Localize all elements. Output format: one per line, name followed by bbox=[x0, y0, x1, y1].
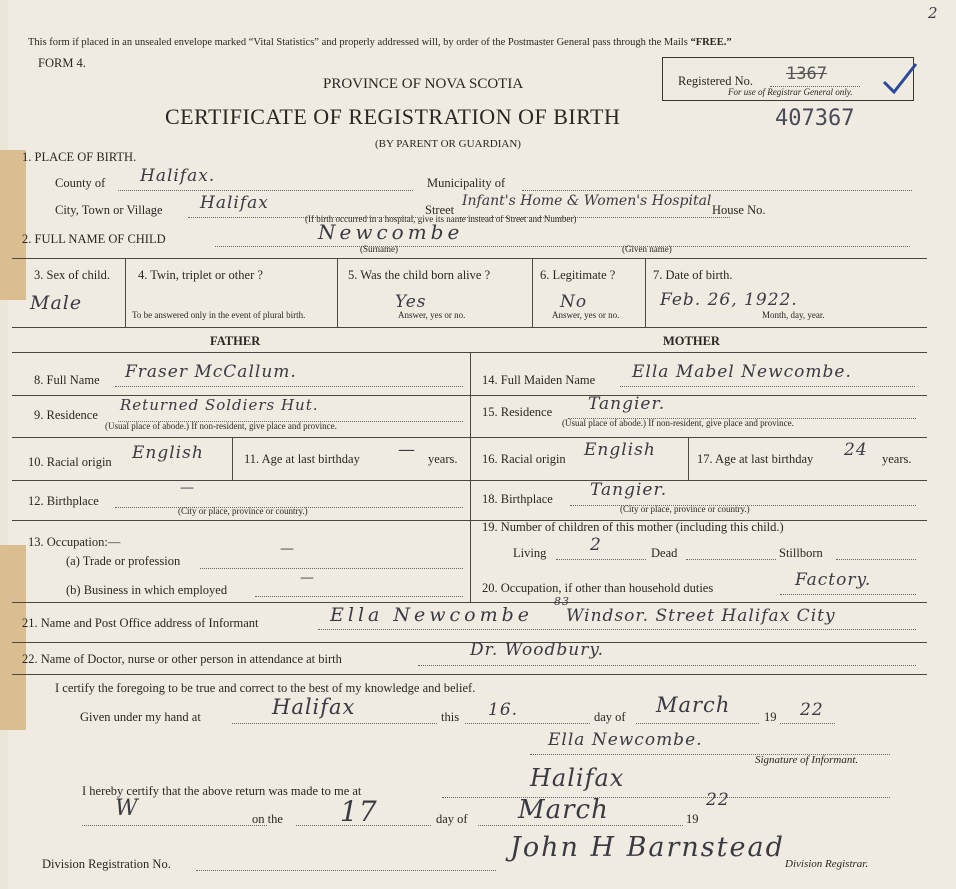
registered-value: 1367 bbox=[786, 64, 827, 84]
mother-heading: MOTHER bbox=[663, 334, 720, 348]
county-label: County of bbox=[55, 176, 106, 190]
mother-age-label: 17. Age at last birthday bbox=[697, 452, 814, 466]
alive-note: Answer, yes or no. bbox=[398, 310, 466, 320]
mother-name-label: 14. Full Maiden Name bbox=[482, 373, 596, 387]
form-number: FORM 4. bbox=[38, 56, 86, 70]
given-label: Given under my hand at bbox=[80, 710, 201, 724]
day-of-label: day of bbox=[594, 710, 626, 724]
father-heading: FATHER bbox=[210, 334, 261, 348]
city-label: City, Town or Village bbox=[55, 203, 163, 217]
division-registrar-caption: Division Registrar. bbox=[785, 858, 869, 870]
mother-age-value: 24 bbox=[844, 440, 868, 460]
registered-note: For use of Registrar General only. bbox=[728, 87, 853, 97]
registrar-signature: John H Barnstead bbox=[510, 832, 785, 863]
on-the-label: on the bbox=[252, 812, 283, 826]
legitimate-label: 6. Legitimate ? bbox=[540, 268, 616, 282]
mother-residence-value: Tangier. bbox=[588, 394, 666, 414]
tape-strip-bottom bbox=[0, 545, 26, 730]
certificate-number: 407367 bbox=[775, 106, 855, 131]
signature-caption: Signature of Informant. bbox=[755, 754, 859, 766]
child-surname-value: Newcombe bbox=[318, 220, 464, 244]
sex-label: 3. Sex of child. bbox=[34, 268, 111, 282]
father-residence-value: Returned Soldiers Hut. bbox=[120, 396, 319, 414]
informant-address-number: 83 bbox=[554, 595, 570, 608]
father-birthplace-value: — bbox=[180, 480, 195, 496]
father-occupation-label: 13. Occupation:— bbox=[28, 535, 121, 549]
father-trade-value: — bbox=[280, 541, 295, 557]
registrar-year-prefix: 19 bbox=[686, 812, 699, 826]
father-trade-label: (a) Trade or profession bbox=[66, 554, 181, 568]
informant-signature: Ella Newcombe. bbox=[548, 730, 703, 750]
registrar-initial-value: W bbox=[115, 796, 139, 821]
registrar-day-value: 17 bbox=[340, 795, 378, 828]
place-section-label: 1. PLACE OF BIRTH. bbox=[22, 150, 137, 164]
mother-birthplace-value: Tangier. bbox=[590, 480, 668, 500]
informant-address-value: Windsor. Street Halifax City bbox=[566, 606, 836, 626]
certificate-title: CERTIFICATE OF REGISTRATION OF BIRTH bbox=[165, 104, 621, 129]
stillborn-label: Stillborn bbox=[779, 546, 823, 560]
mother-name-value: Ella Mabel Newcombe. bbox=[632, 362, 852, 382]
mother-occupation-label: 20. Occupation, if other than household duties bbox=[482, 581, 714, 595]
given-place-value: Halifax bbox=[272, 695, 356, 719]
father-origin-value: English bbox=[132, 443, 204, 463]
mother-years: years. bbox=[882, 452, 912, 466]
mother-birthplace-label: 18. Birthplace bbox=[482, 492, 553, 506]
father-birthplace-note: (City or place, province or country.) bbox=[178, 506, 308, 516]
doctor-label: 22. Name of Doctor, nurse or other person in attendance at birth bbox=[22, 652, 342, 666]
hospital-note: (If birth occurred in a hospital, give its name instead of Street and Number) bbox=[305, 214, 577, 224]
city-value: Halifax bbox=[200, 193, 269, 213]
father-residence-label: 9. Residence bbox=[34, 408, 98, 422]
father-origin-label: 10. Racial origin bbox=[28, 455, 112, 469]
alive-label: 5. Was the child born alive ? bbox=[348, 268, 491, 282]
father-residence-note: (Usual place of abode.) If non-resident, give place and province. bbox=[105, 421, 337, 431]
father-business-value: — bbox=[300, 570, 315, 586]
street-label: Street bbox=[425, 203, 455, 217]
father-name-value: Fraser McCallum. bbox=[125, 362, 297, 382]
dob-value: Feb. 26, 1922. bbox=[660, 290, 798, 310]
county-value: Halifax. bbox=[140, 166, 216, 186]
certify-statement: I certify the foregoing to be true and correct to the best of my knowledge and belief. bbox=[55, 681, 476, 695]
dob-label: 7. Date of birth. bbox=[653, 268, 733, 282]
certificate-subtitle: (BY PARENT OR GUARDIAN) bbox=[375, 138, 521, 150]
registrar-place-value: Halifax bbox=[530, 764, 625, 792]
father-age-value: — bbox=[398, 440, 416, 460]
twin-note: To be answered only in the event of plural birth. bbox=[132, 310, 306, 320]
father-name-label: 8. Full Name bbox=[34, 373, 100, 387]
mother-children-label: 19. Number of children of this mother (including this child.) bbox=[482, 520, 784, 534]
division-registration-label: Division Registration No. bbox=[42, 857, 171, 871]
father-years: years. bbox=[428, 452, 458, 466]
father-birthplace-label: 12. Birthplace bbox=[28, 494, 99, 508]
given-day-value: 16. bbox=[488, 700, 519, 720]
dead-label: Dead bbox=[651, 546, 678, 560]
mother-origin-label: 16. Racial origin bbox=[482, 452, 566, 466]
registrar-day-of-label: day of bbox=[436, 812, 468, 826]
mother-residence-label: 15. Residence bbox=[482, 405, 553, 419]
dob-note: Month, day, year. bbox=[762, 310, 825, 320]
given-year-prefix: 19 bbox=[764, 710, 777, 724]
checkmark-icon bbox=[880, 60, 920, 96]
sex-value: Male bbox=[30, 292, 83, 314]
alive-value: Yes bbox=[395, 292, 427, 312]
municipality-label: Municipality of bbox=[427, 176, 506, 190]
tape-strip-top bbox=[0, 150, 26, 300]
legitimate-note: Answer, yes or no. bbox=[552, 310, 620, 320]
twin-label: 4. Twin, triplet or other ? bbox=[138, 268, 263, 282]
surname-caption: (Surname) bbox=[360, 244, 398, 254]
house-label: House No. bbox=[712, 203, 766, 217]
informant-label: 21. Name and Post Office address of Informant bbox=[22, 616, 259, 630]
margin-check-mark: 2 bbox=[928, 4, 939, 22]
given-month-value: March bbox=[656, 693, 731, 717]
registrar-statement: I hereby certify that the above return was made to me at bbox=[82, 784, 362, 798]
child-name-label: 2. FULL NAME OF CHILD bbox=[22, 232, 166, 246]
mailing-notice: This form if placed in an unsealed envelope marked “Vital Statistics” and properly addressed will, by order of the Postmaster General pass through the Mails “FREE.” bbox=[28, 37, 732, 48]
province-heading: PROVINCE OF NOVA SCOTIA bbox=[323, 76, 524, 92]
mother-birthplace-note: (City or place, province or country.) bbox=[620, 504, 750, 514]
this-label: this bbox=[441, 710, 460, 724]
mother-residence-note: (Usual place of abode.) If non-resident, give place and province. bbox=[562, 418, 794, 428]
given-name-caption: (Given name) bbox=[622, 244, 672, 254]
mother-origin-value: English bbox=[584, 440, 656, 460]
street-value: Infant's Home & Women's Hospital bbox=[462, 193, 712, 209]
living-label: Living bbox=[513, 546, 547, 560]
informant-name-value: Ella Newcombe bbox=[330, 604, 534, 626]
mother-occupation-value: Factory. bbox=[795, 570, 872, 590]
living-value: 2 bbox=[590, 535, 602, 555]
legitimate-value: No bbox=[560, 292, 588, 312]
registered-label: Registered No. bbox=[678, 74, 753, 88]
given-year-value: 22 bbox=[800, 700, 824, 720]
registrar-month-value: March bbox=[518, 795, 609, 825]
father-age-label: 11. Age at last birthday bbox=[244, 452, 360, 466]
father-business-label: (b) Business in which employed bbox=[66, 583, 228, 597]
registrar-year-value: 22 bbox=[706, 790, 730, 810]
doctor-value: Dr. Woodbury. bbox=[470, 640, 605, 660]
